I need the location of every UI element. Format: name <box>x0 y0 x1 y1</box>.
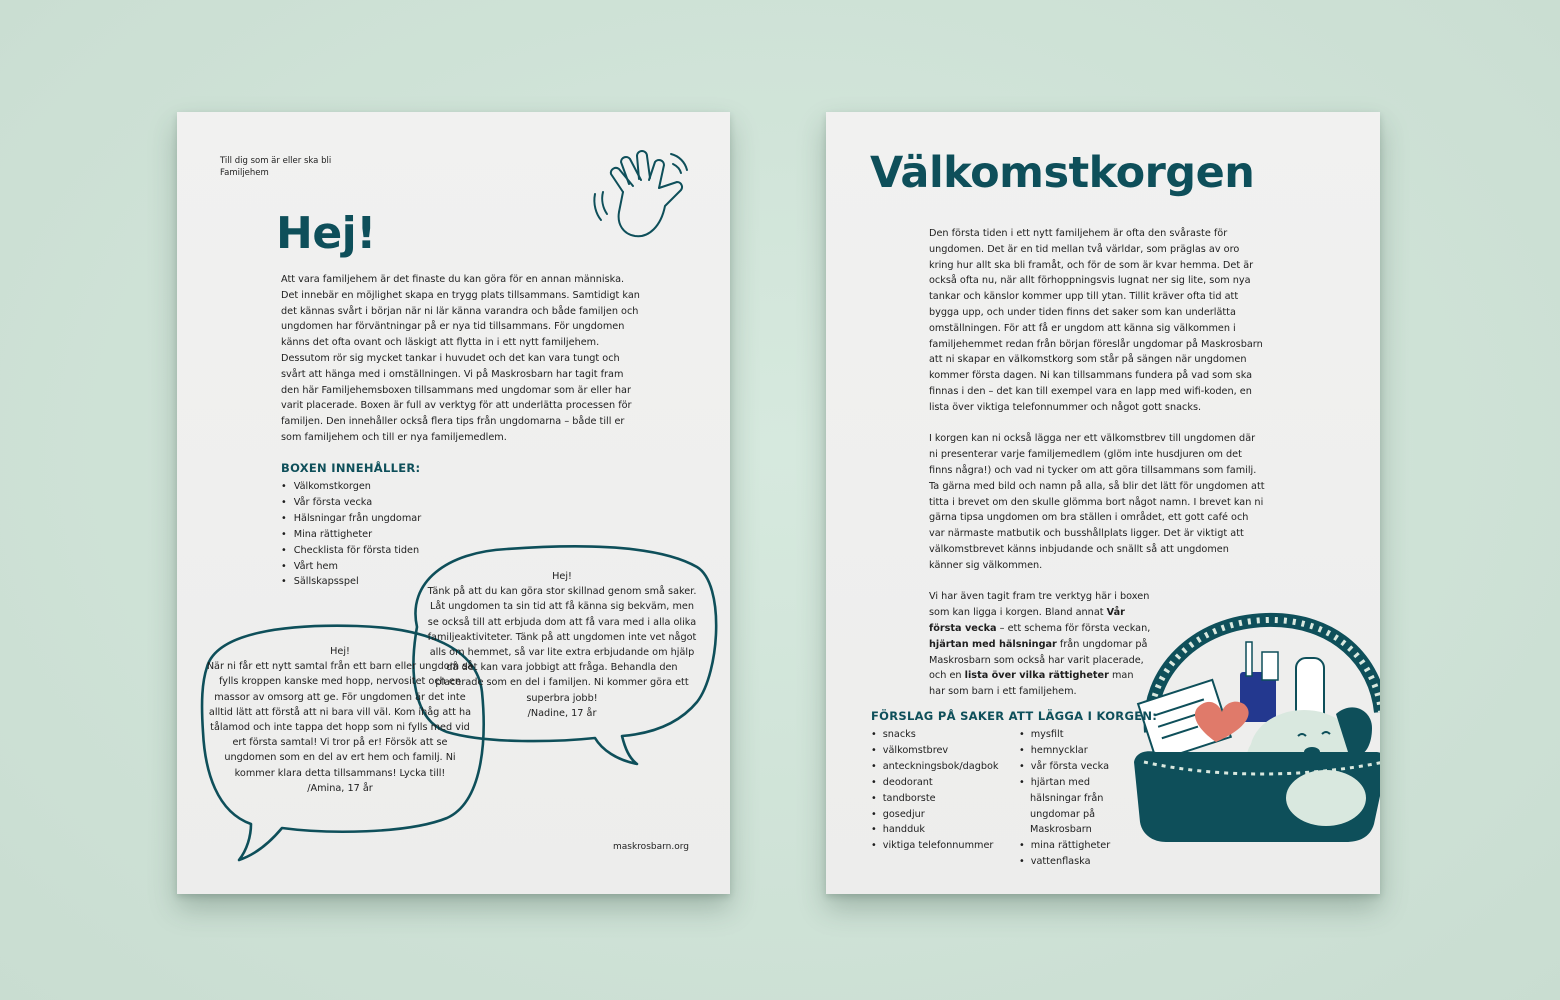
list-item: • välkomstbrev <box>871 743 999 759</box>
brochure-page-left <box>177 112 730 894</box>
suggestions-heading: FÖRSLAG PÅ SAKER ATT LÄGGA I KORGEN: <box>871 709 1158 723</box>
list-item: • Hälsningar från ungdomar <box>281 511 421 527</box>
list-item: • viktiga telefonnummer <box>871 838 999 854</box>
quote-amina <box>205 644 475 796</box>
list-item: • Vår första vecka <box>281 495 421 511</box>
list-item: • Mina rättigheter <box>281 527 421 543</box>
page-title: Välkomstkorgen <box>870 148 1255 198</box>
text-run: man har som barn i ett familjehem. <box>929 670 1134 698</box>
list-item: • Vårt hem <box>281 559 421 575</box>
list-item: • mysfilt <box>1019 727 1139 743</box>
text-run: från ungdomar på Maskrosbarn som också har varit placerade, och en <box>929 638 1148 682</box>
bold-text: Vår första vecka <box>929 607 1125 634</box>
box-contents-list <box>281 479 421 590</box>
brochure-page-right <box>826 112 1380 894</box>
list-item: • gosedjur <box>871 807 999 823</box>
list-item: • vattenflaska <box>1019 854 1139 870</box>
bold-text: hjärtan med hälsningar <box>929 638 1057 650</box>
list-item: • mina rättigheter <box>1019 838 1139 854</box>
list-item: • Sällskapsspel <box>281 574 421 590</box>
waving-hand-icon <box>587 148 695 244</box>
list-item: • hjärtan med hälsningar från ungdomar på Maskrosbarn <box>1019 775 1139 839</box>
list-item: • handduk <box>871 822 999 838</box>
list-item: • tandborste <box>871 791 999 807</box>
page-title: Hej! <box>276 208 376 259</box>
list-item: • snacks <box>871 727 999 743</box>
paragraph: I korgen kan ni också lägga ner ett välkomstbrev till ungdomen där ni presenterar varje familjemedlem (glöm inte husdjuren om det finns några!) och vad ni tycker om att göra tillsammans som familj. Ta gärna med bild och namn på alla, så blir det lätt för ungdomen att titta i brevet om den skulle glömma bort något namn. I brevet kan ni gärna tipsa ungdomen om bra ställen i området, ett gott café och var närmaste matbutik och busshållplats ligger. Det är viktigt att välkomstbrevet känns inbjudande och snällt så att ungdomen känner sig välkommen. <box>929 433 1265 571</box>
intro-paragraph: Att vara familjehem är det finaste du kan göra för en annan människa. Det innebär en möjlighet skapa en trygg plats tillsammans. Samtidigt kan det kännas svårt i början när ni lär känna varandra och både familjen och ungdomen har förväntningar på er nya tid tillsammans. För ungdomen känns det ofta ovant och läskigt att flytta in i ett nytt familjehem. Dessutom rör sig mycket tankar i huvudet och det kan vara tungt och svårt att hänga med i omställningen. Vi på Maskrosbarn har tagit fram den här Familjehemsboxen tillsammans med ungdomar som är eller har varit placerade. Boxen är full av verktyg för att underlätta processen för familjen. Den innehåller också flera tips från ungdomarna – både till er som familjehem och till er nya familjemedlem. <box>281 274 640 443</box>
suggestions-list-col1 <box>871 727 999 854</box>
list-item: • vår första vecka <box>1019 759 1139 775</box>
suggestions-list-col2 <box>1019 727 1139 870</box>
list-item: • hemnycklar <box>1019 743 1139 759</box>
quote-text: Hej! Tänk på att du kan göra stor skillnad genom små saker. Låt ungdomen ta sin tid att få känna sig bekväm, men se också till att erbjuda dom att få vara med i alla olika familjeaktiviteter. Tänk på att ungdomen inte vet något alls om hemmet, så var lite extra erbjudande om hjälp då det kan vara jobbigt att fråga. Behandla den placerade som en del i familjen. Ni kommer göra ett superbra jobb! /Nadine, 17 år <box>427 571 697 719</box>
list-item: • Checklista för första tiden <box>281 543 421 559</box>
page-header <box>220 155 331 179</box>
list-item: • Välkomstkorgen <box>281 479 421 495</box>
text-run: – ett schema för första veckan, <box>996 622 1151 634</box>
quote-text: Hej! När ni får ett nytt samtal från ett barn eller ungdom så fylls kroppen kanske med hopp, nervositet och en massor av omsorg att ge. För ungdomen är det inte alltid lätt att förstå att ni bara vill väl. Kom ihåg att ha tålamod och inte tappa det hopp som ni fylls med vid ert första samtal! Vi tror på er! Försök att se ungdomen som en del av ert hem och familj. Ni kommer klara detta tillsammans! Lycka till! /Amina, 17 år <box>206 646 474 794</box>
paragraph: Den första tiden i ett nytt familjehem är ofta den svåraste för ungdomen. Det är en tid mellan två världar, som präglas av oro kring hur allt ska bli framåt, och för de som är kvar hemma. Det är också ofta nu, när allt förhoppningsvis lugnat ner sig lite, som nya tankar och känslor kommer upp till ytan. Tillit kräver ofta tid att bygga upp, och under tiden finns det saker som kan underlätta omställningen. För att få er ungdom att känna sig välkommen i familjehemmet redan från början föreslår ungdomar på Maskrosbarn att ni skapar en välkomstkorg som står på sängen när ungdomen kommer första dagen. Ni kan tillsammans fundera på vad som ska finnas i den – det kan till exempel vara en lapp med wifi-koden, en lista över viktiga telefonnummer och något gott snacks. <box>929 228 1263 413</box>
basket-illustration <box>1126 602 1380 842</box>
box-contents-heading: BOXEN INNEHÅLLER: <box>281 461 421 475</box>
text-run: Vi har även tagit fram tre verktyg här i boxen som kan ligga i korgen. Bland annat <box>929 591 1150 619</box>
footer-url: maskrosbarn.org <box>613 842 689 852</box>
paragraph <box>929 589 1151 700</box>
bold-text: lista över vilka rättigheter <box>964 670 1109 682</box>
header-line-2: Familjehem <box>220 168 269 178</box>
header-line-1: Till dig som är eller ska bli <box>220 156 332 166</box>
list-item: • deodorant <box>871 775 999 791</box>
list-item: • anteckningsbok/dagbok <box>871 759 999 775</box>
